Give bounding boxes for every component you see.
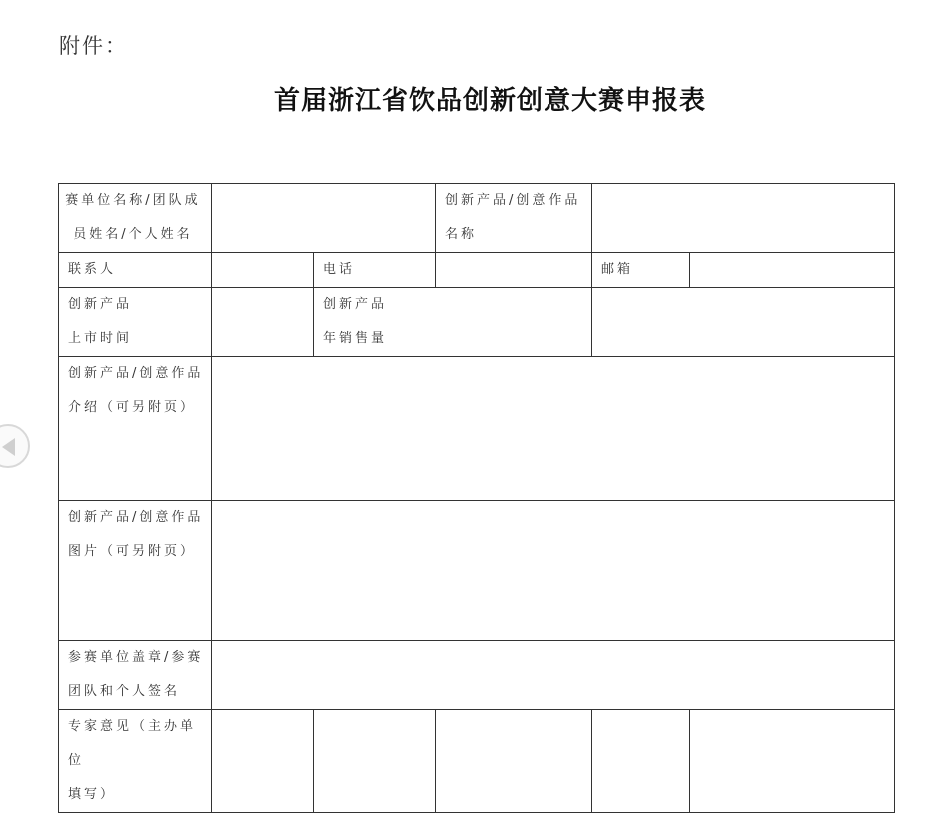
images-label-line1: 创新产品/创意作品: [68, 510, 204, 525]
table-row: [59, 357, 895, 501]
seal-field[interactable]: [212, 641, 895, 710]
launch-date-label-line1: 创新产品: [68, 297, 133, 312]
seal-label-cell: [59, 641, 212, 710]
entrant-name-label-cell: [59, 184, 212, 253]
annual-sales-field[interactable]: [592, 288, 895, 357]
email-label: 邮箱: [601, 262, 634, 277]
entrant-name-field[interactable]: [212, 184, 436, 253]
annual-sales-label-cell: [314, 288, 592, 357]
contact-field[interactable]: [212, 253, 314, 288]
table-row: [59, 288, 895, 357]
entrant-name-label-line2: 员姓名/个人姓名: [73, 227, 193, 242]
seal-label-line2: 团队和个人签名: [68, 684, 181, 699]
expert-opinion-label-cell: [59, 710, 212, 813]
launch-date-label-line2: 上市时间: [68, 331, 133, 346]
entrant-name-label-line1: 赛单位名称/团队成: [65, 193, 201, 208]
launch-date-label-cell: [59, 288, 212, 357]
phone-field[interactable]: [436, 253, 592, 288]
expert-opinion-label-line1: 专家意见（主办单位: [68, 719, 197, 768]
arrow-left-icon: [2, 438, 15, 456]
attachment-label: 附件：: [59, 34, 128, 58]
images-label-line2: 图片（可另附页）: [68, 544, 197, 559]
table-row: [59, 641, 895, 710]
product-name-field[interactable]: [592, 184, 895, 253]
expert-opinion-field-5[interactable]: [690, 710, 895, 813]
contact-label-cell: [59, 253, 212, 288]
phone-label-cell: [314, 253, 436, 288]
application-form-table: [58, 183, 895, 813]
intro-label-line1: 创新产品/创意作品: [68, 366, 204, 381]
expert-opinion-field-4[interactable]: [592, 710, 690, 813]
images-label-cell: [59, 501, 212, 641]
launch-date-field[interactable]: [212, 288, 314, 357]
contact-label: 联系人: [68, 262, 117, 277]
email-label-cell: [592, 253, 690, 288]
email-field[interactable]: [690, 253, 895, 288]
intro-field[interactable]: [212, 357, 895, 501]
expert-opinion-field-2[interactable]: [314, 710, 436, 813]
product-name-label-line2: 名称: [445, 227, 478, 242]
table-row: [59, 501, 895, 641]
intro-label-cell: [59, 357, 212, 501]
table-row: [59, 184, 895, 253]
images-field[interactable]: [212, 501, 895, 641]
product-name-label-cell: [436, 184, 592, 253]
product-name-label-line1: 创新产品/创意作品: [445, 193, 581, 208]
annual-sales-label-line1: 创新产品: [323, 297, 388, 312]
expert-opinion-label-line2: 填写）: [68, 787, 117, 802]
expert-opinion-field-3[interactable]: [436, 710, 592, 813]
expert-opinion-field-1[interactable]: [212, 710, 314, 813]
intro-label-line2: 介绍（可另附页）: [68, 400, 197, 415]
phone-label: 电话: [323, 262, 356, 277]
annual-sales-label-line2: 年销售量: [323, 331, 388, 346]
page-title: 首届浙江省饮品创新创意大赛申报表: [273, 86, 706, 116]
seal-label-line1: 参赛单位盖章/参赛: [68, 650, 204, 665]
previous-page-button[interactable]: [0, 424, 30, 468]
table-row: [59, 710, 895, 813]
table-row: [59, 253, 895, 288]
